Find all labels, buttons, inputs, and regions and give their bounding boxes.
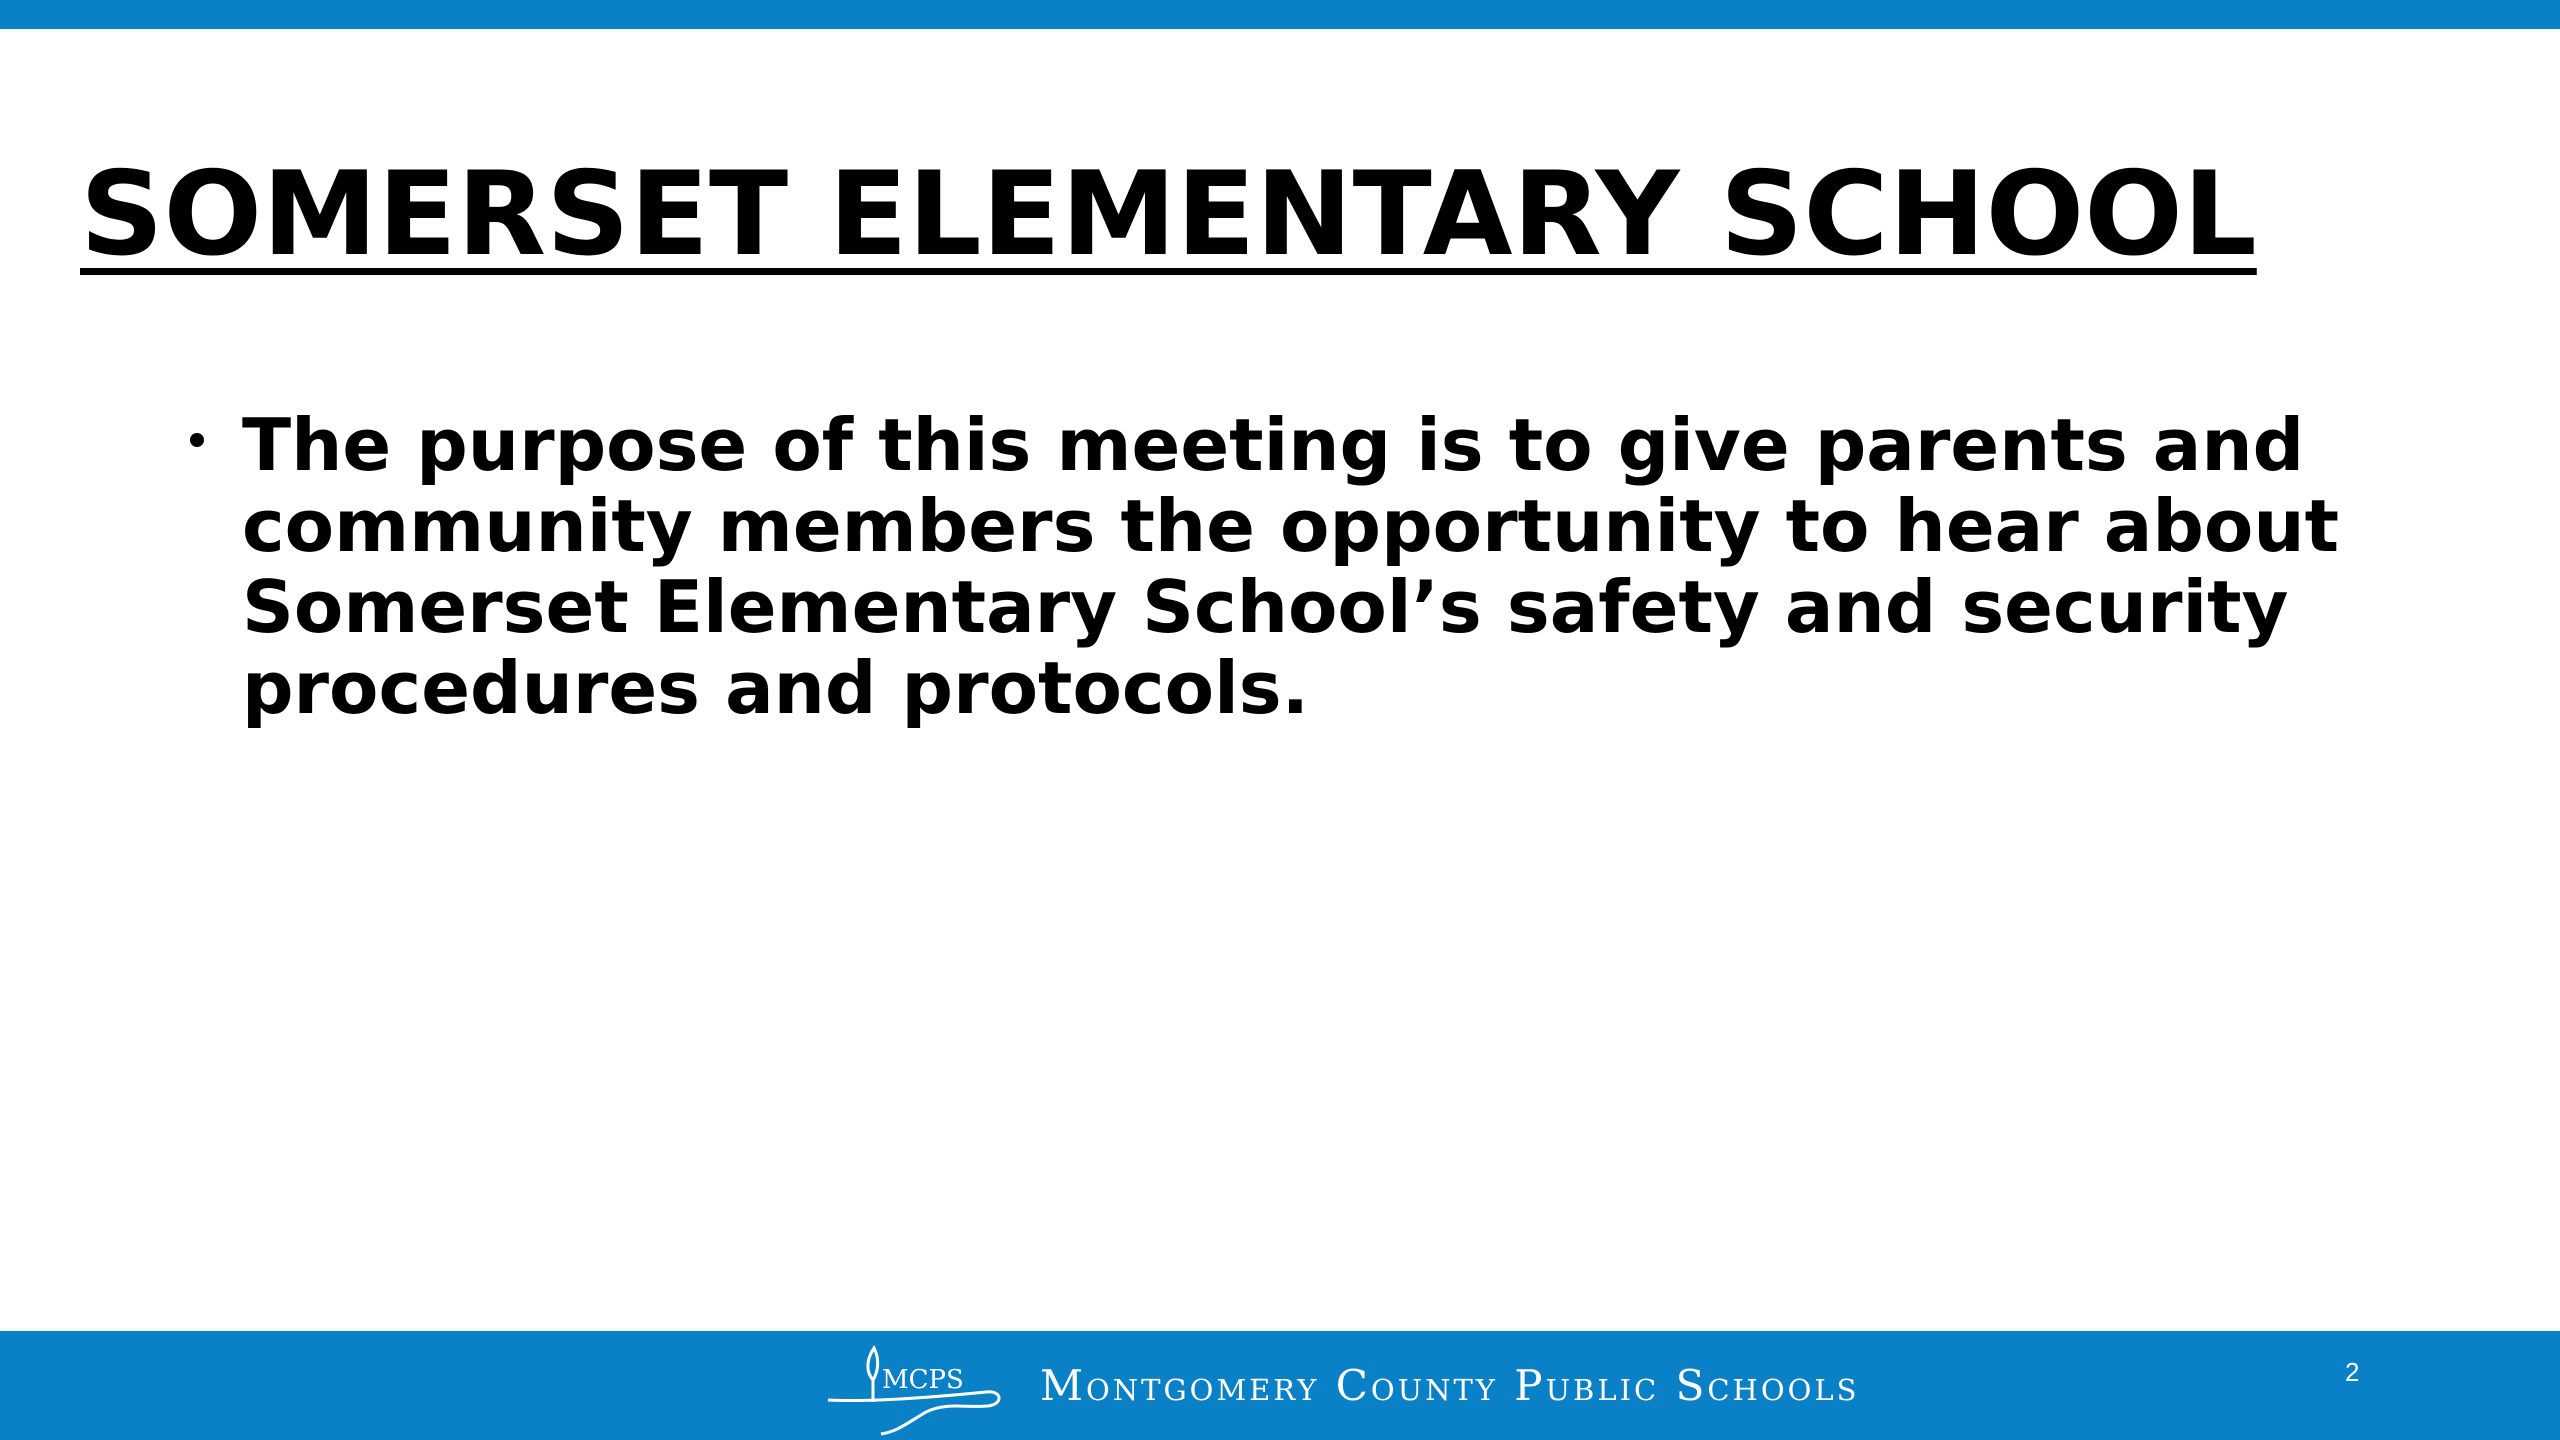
slide-title: SOMERSET ELEMENTARY SCHOOL — [80, 147, 2257, 282]
logo-text: MCPS — [882, 1365, 964, 1395]
footer-bar — [0, 1331, 2560, 1440]
bullet-list — [190, 405, 2390, 729]
mcps-logo-icon — [826, 1342, 1006, 1436]
page-number: 2 — [2345, 1357, 2360, 1387]
bullet-text: The purpose of this meeting is to give parents and community members the opportunity to hear about Somerset Elementary School’s safety and security procedures and protocols. — [242, 403, 2340, 730]
bullet-item — [190, 405, 2390, 729]
bullet-dot-icon — [190, 433, 204, 447]
top-accent-bar — [0, 0, 2560, 29]
organization-name: Montgomery County Public Schools — [1040, 1361, 1860, 1410]
